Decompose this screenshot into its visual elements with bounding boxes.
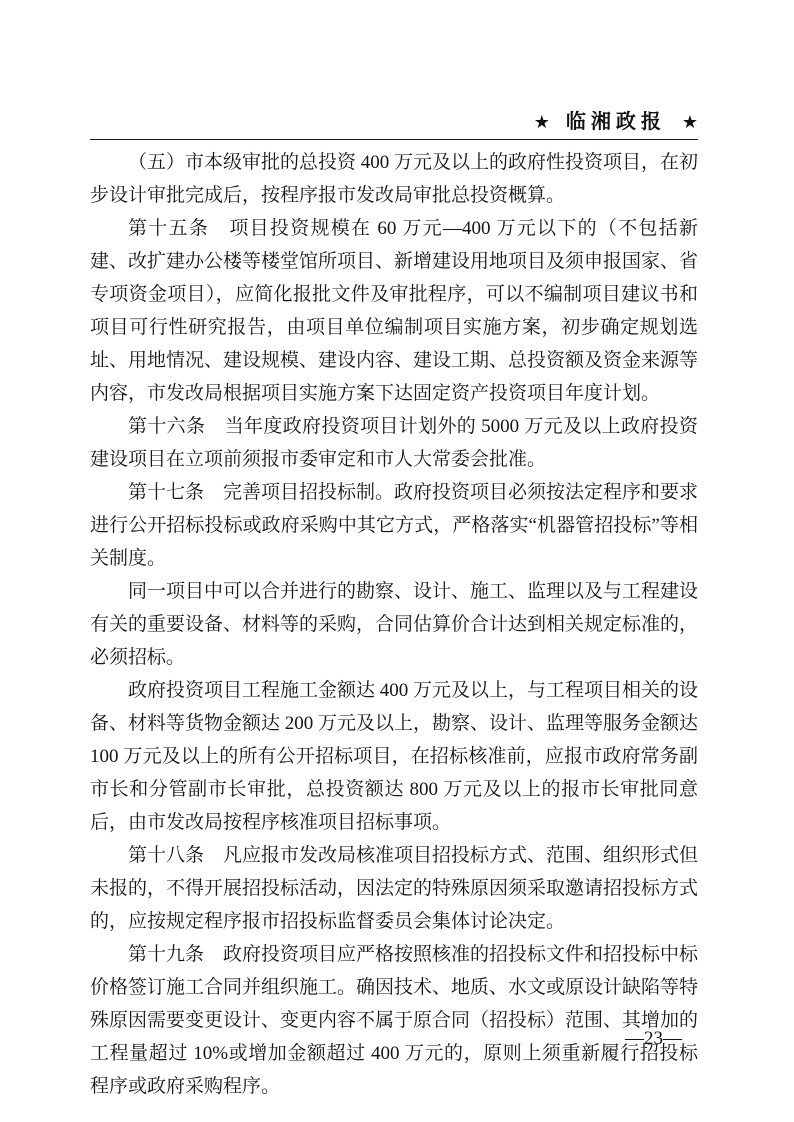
star-icon-right: ★ (681, 112, 698, 132)
page-footer (90, 1028, 698, 1050)
paragraph-article-19: 第十九条 政府投资项目应严格按照核准的招投标文件和招投标中标价格签订施工合同并组织施工。确因技术、地质、水文或原设计缺陷等特殊原因需要变更设计、变更内容不属于原合同（招投标）范围、其增加的工程量超过 10%或增加金额超过 400 万元的，原则上须重新履行招投标程序或政府采购程序。 (90, 944, 699, 1097)
paragraph-article-17-cont-2: 政府投资项目工程施工金额达 400 万元及以上，与工程项目相关的设备、材料等货物金额达 200 万元及以上，勘察、设计、监理等服务金额达 100 万元及以上的所有公开招标项目，在招标核准前，应报市政府常务副市长和分管副市长审批，总投资额达 800 万元及以上的报市长审批同意后，由市发改局按程序核准项目招标事项。 (90, 680, 699, 833)
paragraph-article-18: 第十八条 凡应报市发改局核准项目招投标方式、范围、组织形式但未报的，不得开展招投标活动，因法定的特殊原因须采取邀请招投标方式的，应按规定程序报市招投标监督委员会集体讨论决定。 (90, 845, 699, 932)
masthead (90, 0, 698, 140)
paragraph-article-15: 第十五条 项目投资规模在 60 万元—400 万元以下的（不包括新建、改扩建办公楼等楼堂馆所项目、新增建设用地项目及须申报国家、省专项资金项目），应简化报批文件及审批程序，可以不编制项目建议书和项目可行性研究报告，由项目单位编制项目实施方案，初步确定规划选址、用地情况、建设规模、建设内容、建设工期、总投资额及资金来源等内容，市发改局根据项目实施方案下达固定资产投资项目年度计划。 (90, 218, 699, 404)
paragraph-item-5-approval: （五）市本级审批的总投资 400 万元及以上的政府性投资项目，在初步设计审批完成后，按程序报市发改局审批总投资概算。 (90, 152, 699, 206)
document-body (90, 146, 698, 1103)
paragraph-article-17: 第十七条 完善项目招投标制。政府投资项目必须按法定程序和要求进行公开招标投标或政府采购中其它方式，严格落实“机器管招投标”等相关制度。 (90, 482, 699, 569)
paragraph-article-16: 第十六条 当年度政府投资项目计划外的 5000 万元及以上政府投资建设项目在立项前须报市委审定和市人大常委会批准。 (90, 416, 698, 470)
page-number: —23— (625, 1028, 682, 1049)
paragraph-article-17-cont-1: 同一项目中可以合并进行的勘察、设计、施工、监理以及与工程建设有关的重要设备、材料等的采购，合同估算价合计达到相关规定标准的，必须招标。 (90, 581, 699, 668)
gazette-title: 临湘政报 (565, 111, 666, 133)
star-icon-left: ★ (533, 112, 550, 132)
